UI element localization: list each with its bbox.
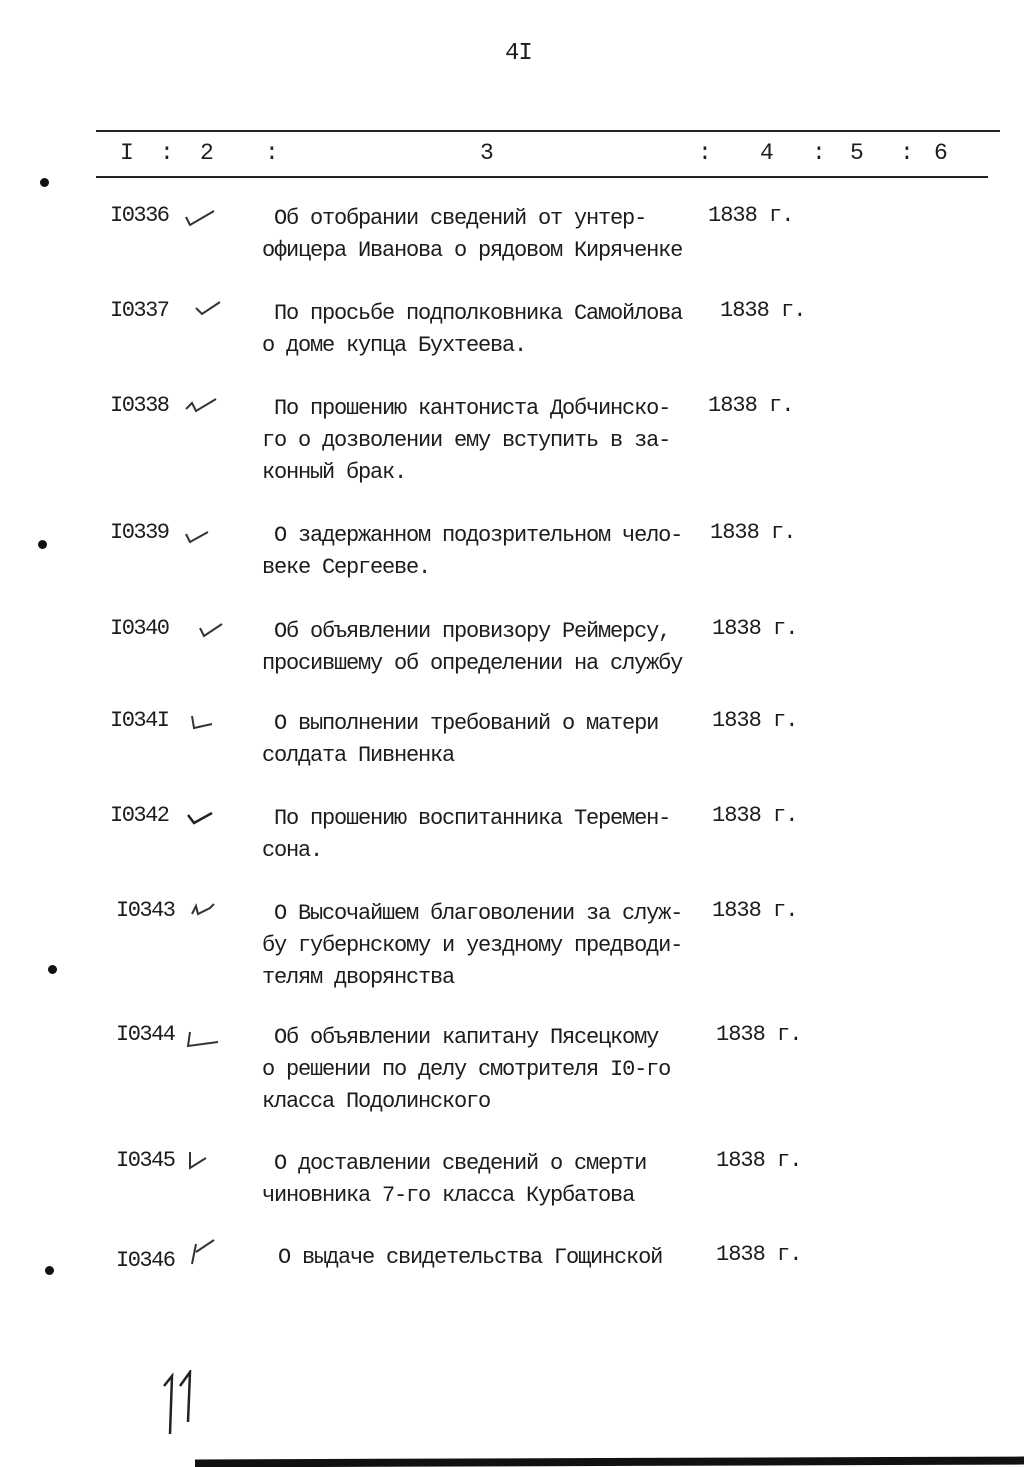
checkmark-icon [194, 300, 228, 322]
column-header-6: 6 [934, 140, 948, 166]
column-separator: : [160, 140, 174, 166]
column-separator: : [698, 140, 712, 166]
case-description: О доставлении сведений о смерти чиновника 7-го класса Курбатова [262, 1151, 647, 1208]
checkmark-icon [184, 205, 218, 227]
header-top-rule [96, 130, 1000, 132]
checkmark-icon [186, 1028, 220, 1050]
case-number: I0338 [110, 393, 169, 418]
punch-hole-mark [48, 965, 57, 974]
case-number: I0342 [110, 803, 169, 828]
case-number: I0345 [116, 1148, 175, 1173]
case-description: О задержанном подозрительном чело- веке Сергееве. [262, 523, 683, 580]
case-year: 1838 г. [712, 803, 798, 828]
scan-edge-bar [195, 1457, 1024, 1467]
case-year: 1838 г. [716, 1242, 802, 1267]
case-description: Об отобрании сведений от унтер- офицера Иванова о рядовом Киряченке [262, 206, 683, 263]
column-header-1: I [120, 140, 134, 166]
case-number: I0346 [116, 1248, 175, 1273]
case-year: 1838 г. [716, 1022, 802, 1047]
case-year: 1838 г. [712, 898, 798, 923]
checkmark-icon [188, 1238, 222, 1266]
case-description: О выполнении требований о матери солдата Пивненка [262, 711, 659, 768]
punch-hole-mark [40, 178, 49, 187]
case-number: I0344 [116, 1022, 175, 1047]
case-number: I0340 [110, 616, 169, 641]
case-year: 1838 г. [708, 393, 794, 418]
case-number: I0337 [110, 298, 169, 323]
case-number: I0343 [116, 898, 175, 923]
case-year: 1838 г. [720, 298, 806, 323]
checkmark-icon [190, 710, 224, 732]
punch-hole-mark [38, 540, 47, 549]
case-description: О Высочайшем благоволении за служ- бу губернскому и уездному предводи- телям дворянства [262, 901, 683, 990]
case-year: 1838 г. [710, 520, 796, 545]
case-description: Об объявлении провизору Реймерсу, просившему об определении на службу [262, 619, 683, 676]
handwritten-note-11 [160, 1370, 210, 1440]
checkmark-icon [184, 395, 218, 417]
page-number: 4I [505, 40, 532, 67]
checkmark-icon [198, 618, 232, 640]
case-year: 1838 г. [716, 1148, 802, 1173]
column-separator: : [900, 140, 914, 166]
case-number: I034I [110, 708, 169, 733]
case-description: По прошению воспитанника Теремен- сона. [262, 806, 671, 863]
punch-hole-mark [45, 1266, 54, 1275]
column-header-row [0, 140, 1024, 168]
case-number: I0339 [110, 520, 169, 545]
column-header-4: 4 [760, 140, 774, 166]
column-separator: : [265, 140, 279, 166]
case-description: О выдаче свидетельства Гощинской [278, 1245, 663, 1270]
case-description: По прошению кантониста Добчинско- го о дозволении ему вступить в за- конный брак. [262, 396, 671, 485]
checkmark-icon [186, 1150, 220, 1172]
case-year: 1838 г. [712, 616, 798, 641]
case-year: 1838 г. [708, 203, 794, 228]
case-year: 1838 г. [712, 708, 798, 733]
checkmark-icon [186, 805, 220, 827]
case-number: I0336 [110, 203, 169, 228]
checkmark-icon [184, 522, 218, 544]
column-header-2: 2 [200, 140, 214, 166]
case-description: Об объявлении капитану Пясецкому о решении по делу смотрителя I0-го класса Подолинского [262, 1025, 671, 1114]
header-bottom-rule [96, 176, 988, 178]
checkmark-icon [190, 900, 224, 922]
column-header-3: 3 [480, 140, 494, 166]
column-separator: : [812, 140, 826, 166]
case-description: По просьбе подполковника Самойлова о доме купца Бухтеева. [262, 301, 683, 358]
column-header-5: 5 [850, 140, 864, 166]
